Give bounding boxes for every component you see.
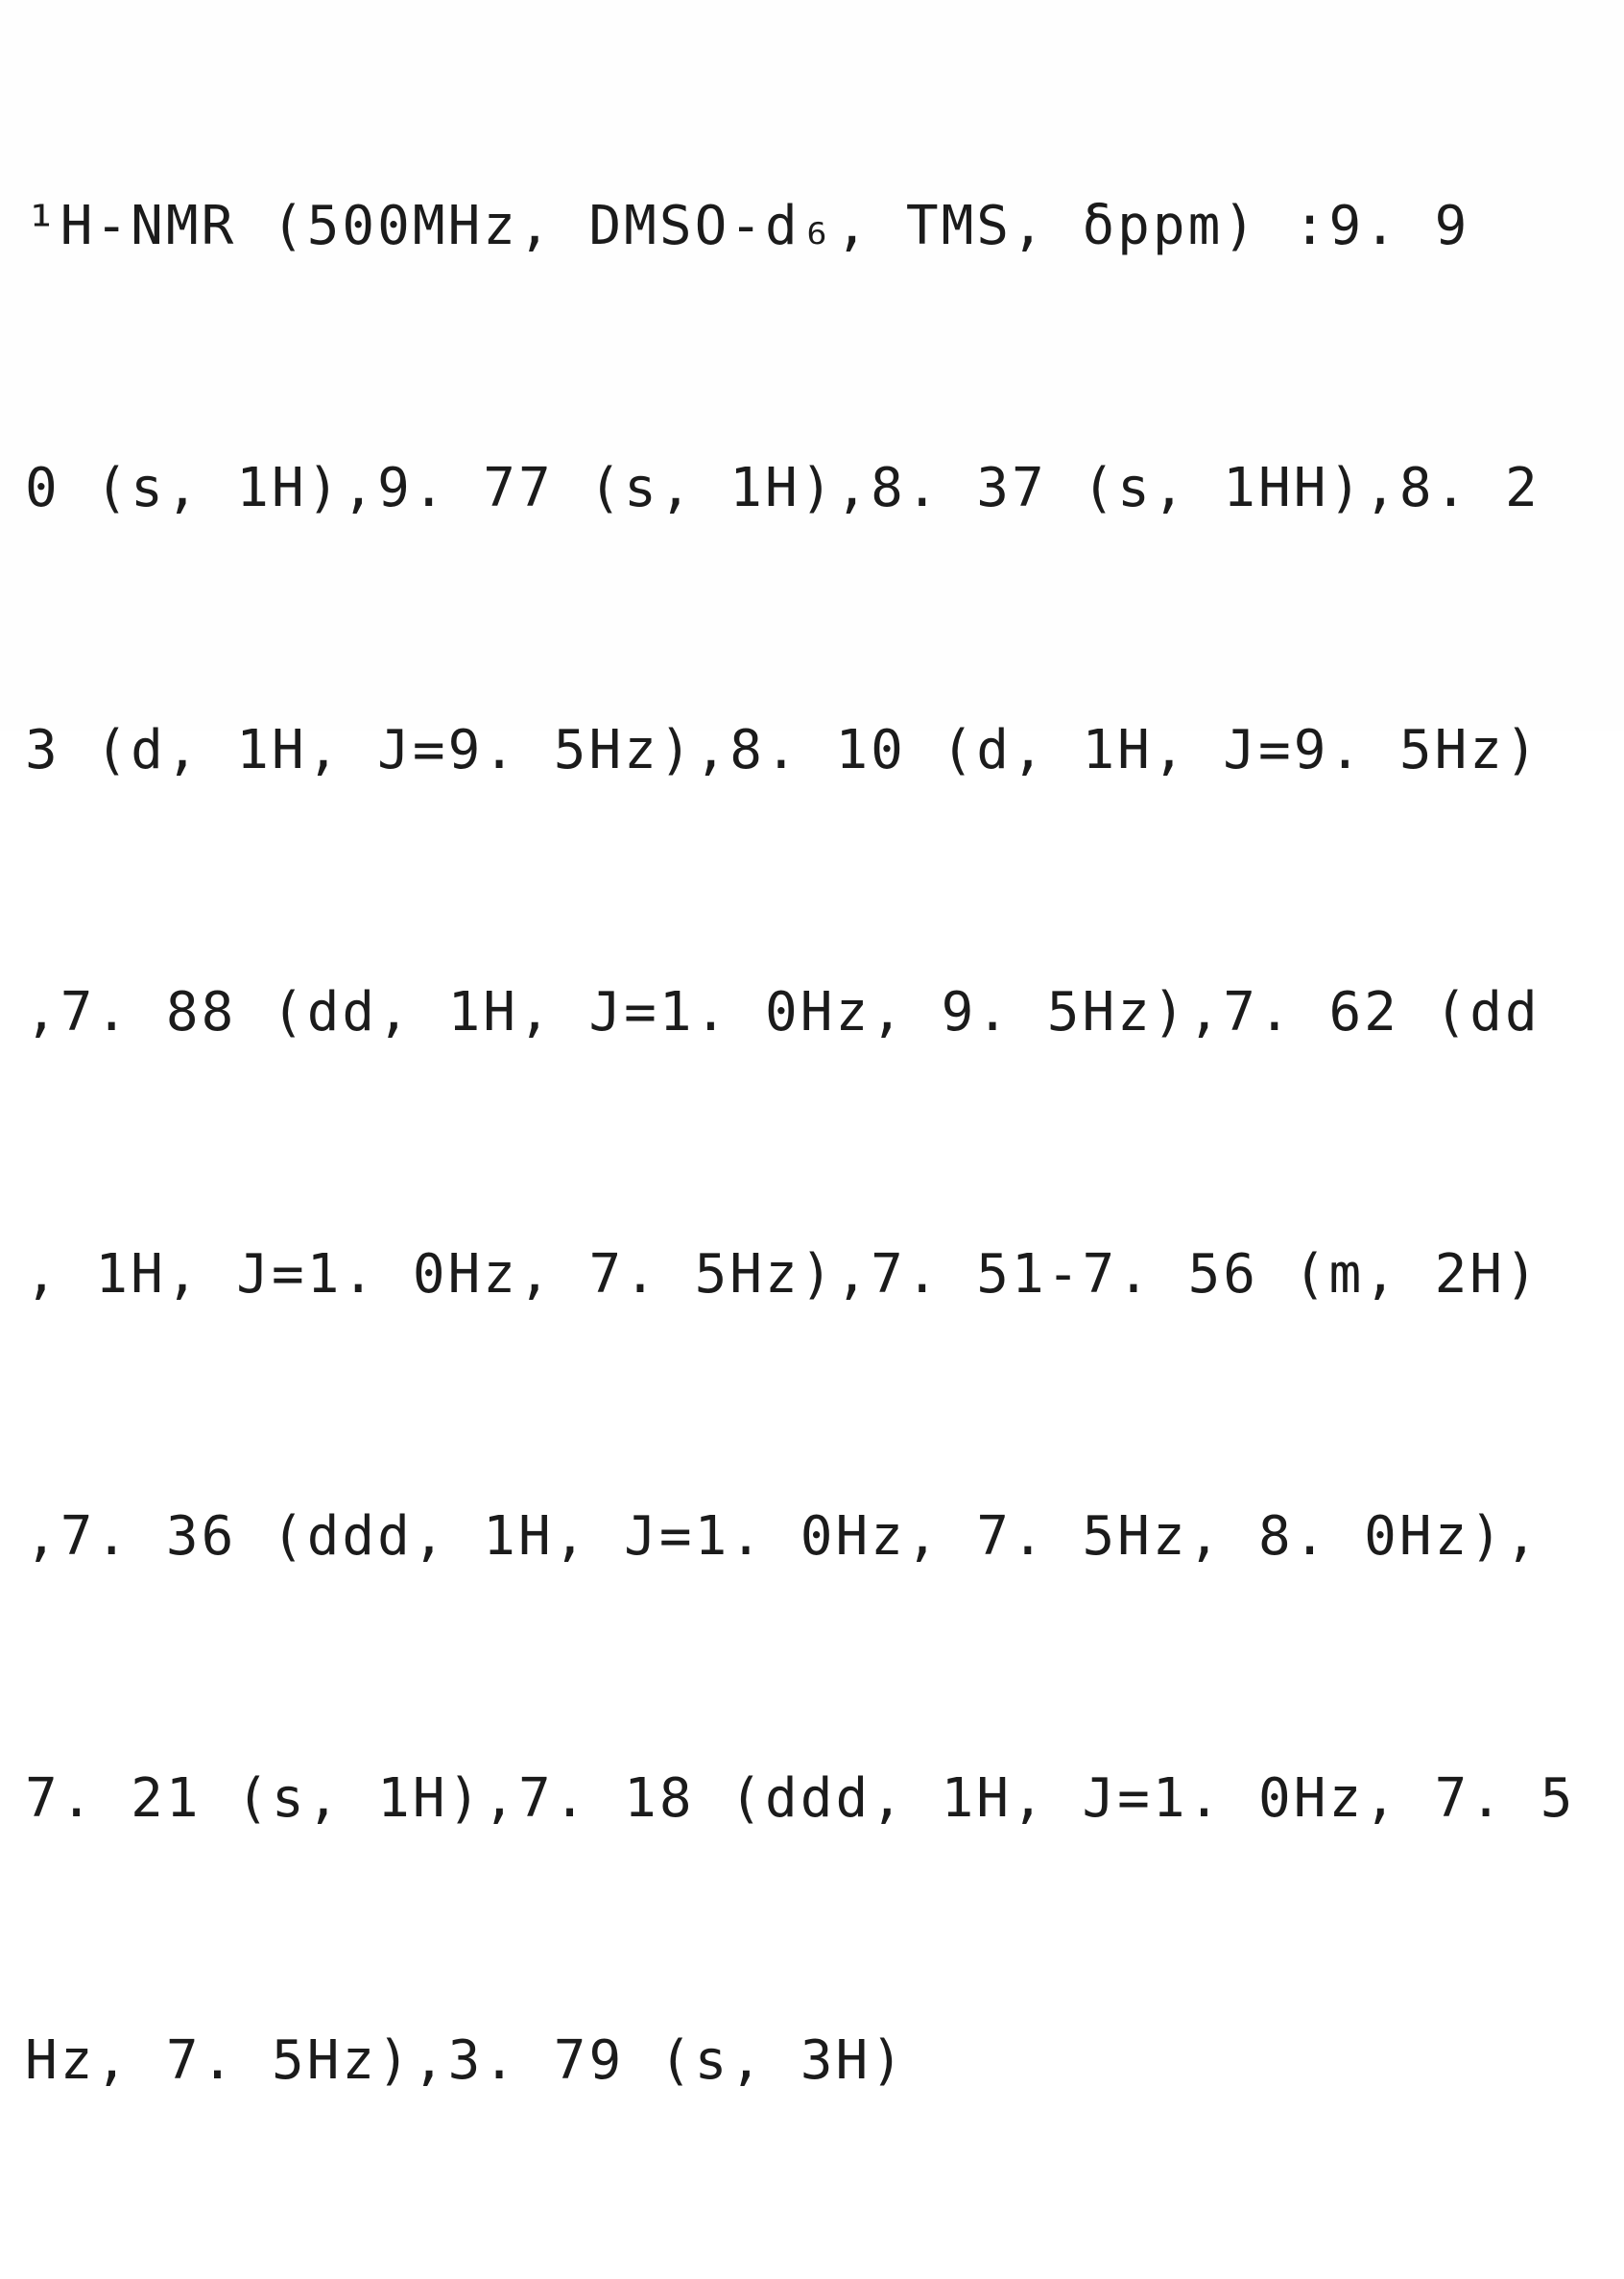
nmr-text-line-1: ¹H-NMR (500MHz, DMSO-d₆, TMS, δppm) :9. 9 [25,195,1470,257]
nmr-text-block [25,8,1616,2279]
nmr-text-line-3: 3 (d, 1H, J=9. 5Hz),8. 10 (d, 1H, J=9. 5Hz) [25,719,1540,781]
nmr-text-line-7: 7. 21 (s, 1H),7. 18 (ddd, 1H, J=1. 0Hz, 7. 5 [25,1767,1576,1830]
nmr-text-line-2: 0 (s, 1H),9. 77 (s, 1H),8. 37 (s, 1HH),8. 2 [25,457,1540,519]
nmr-text-line-8: Hz, 7. 5Hz),3. 79 (s, 3H) [25,2029,906,2092]
nmr-text-line-6: ,7. 36 (ddd, 1H, J=1. 0Hz, 7. 5Hz, 8. 0Hz), [25,1505,1540,1568]
nmr-text-line-4: ,7. 88 (dd, 1H, J=1. 0Hz, 9. 5Hz),7. 62 (dd [25,981,1540,1044]
nmr-text-line-5: , 1H, J=1. 0Hz, 7. 5Hz),7. 51-7. 56 (m, 2H) [25,1243,1540,1306]
